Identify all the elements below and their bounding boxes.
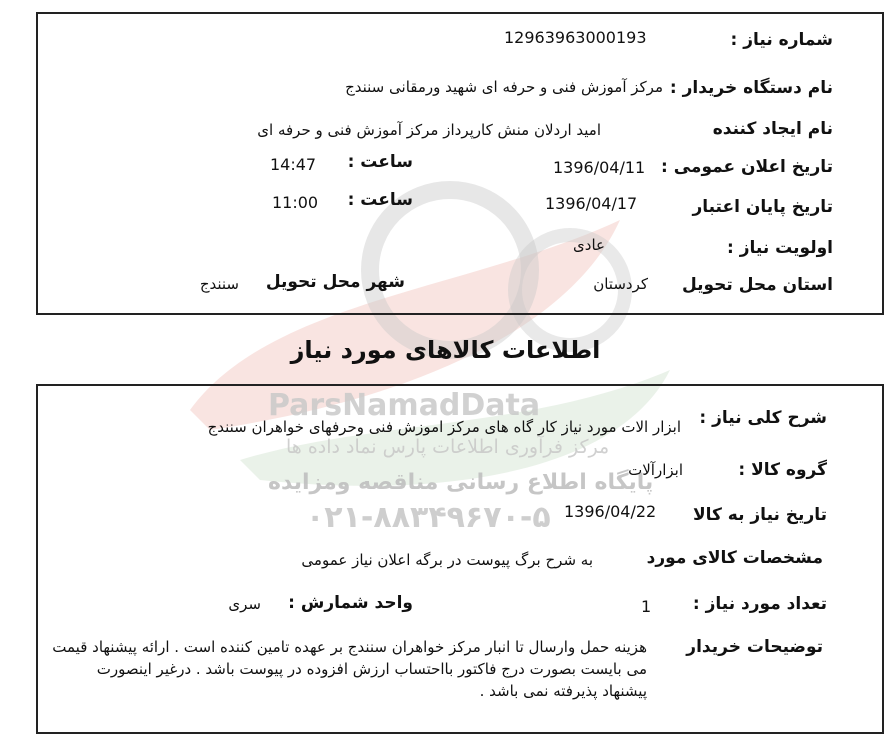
buyer-notes-label: توضیحات خریدار bbox=[686, 637, 823, 657]
watermark-line2: پایگاه اطلاع رسانی مناقصه ومزایده bbox=[268, 470, 654, 495]
announce-date-label: تاریخ اعلان عمومی : bbox=[661, 157, 833, 177]
watermark-brand: ParsNamadData bbox=[268, 388, 541, 423]
summary-label: شرح کلی نیاز : bbox=[699, 408, 827, 428]
summary-value: ابزار الات مورد نیاز کار گاه های مرکز اموزش فنی وحرفهای خواهران سنندج bbox=[207, 418, 681, 436]
announce-time-value: 14:47 bbox=[270, 155, 317, 174]
group-value: ابزارآلات bbox=[628, 461, 683, 479]
qty-label: تعداد مورد نیاز : bbox=[692, 594, 827, 614]
need-number-label: شماره نیاز : bbox=[730, 30, 833, 50]
priority-label: اولویت نیاز : bbox=[727, 238, 833, 258]
group-label: گروه کالا : bbox=[738, 460, 827, 480]
buyer-value: مرکز آموزش فنی و حرفه ای شهید ورمقانی سنندج bbox=[345, 78, 663, 96]
announce-date-value: 1396/04/11 bbox=[553, 158, 646, 177]
buyer-label: نام دستگاه خریدار : bbox=[669, 78, 833, 98]
province-label: استان محل تحویل bbox=[681, 275, 833, 295]
creator-label: نام ایجاد کننده bbox=[712, 119, 833, 139]
expiry-date-label: تاریخ پایان اعتبار bbox=[692, 197, 833, 217]
need-date-value: 1396/04/22 bbox=[564, 502, 657, 521]
unit-value: سری bbox=[228, 595, 261, 613]
section-title: اطلاعات کالاهای مورد نیاز bbox=[290, 336, 601, 364]
creator-value: امید اردلان منش کارپرداز مرکز آموزش فنی و حرفه ای bbox=[257, 121, 601, 139]
watermark-phone: ۰۲۱-۸۸۳۴۹۶۷۰-۵ bbox=[306, 500, 551, 535]
watermark-line1: مرکز فرآوری اطلاعات پارس نماد داده ها bbox=[286, 436, 610, 458]
expiry-time-value: 11:00 bbox=[272, 193, 319, 212]
expiry-time-label: ساعت : bbox=[347, 190, 413, 210]
city-label: شهر محل تحویل bbox=[265, 272, 405, 292]
need-date-label: تاریخ نیاز به کالا bbox=[692, 505, 827, 525]
expiry-date-value: 1396/04/17 bbox=[545, 194, 638, 213]
need-number-value: 12963963000193 bbox=[504, 28, 647, 47]
city-value: سنندج bbox=[199, 275, 239, 293]
specs-value: به شرح برگ پیوست در برگه اعلان نیاز عمومی bbox=[301, 551, 593, 569]
announce-time-label: ساعت : bbox=[347, 152, 413, 172]
unit-label: واحد شمارش : bbox=[288, 593, 413, 613]
priority-value: عادی bbox=[573, 236, 605, 254]
province-value: کردستان bbox=[593, 275, 648, 293]
specs-label: مشخصات کالای مورد bbox=[646, 548, 823, 568]
qty-value: 1 bbox=[641, 597, 652, 616]
buyer-notes-value: هزینه حمل وارسال تا انبار مرکز خواهران سنندج بر عهده تامین کننده است . ارائه پیشنهاد قیمت می بایست بصورت درج فاکتور بااحتساب ارزش افزوده در پیوست باشد . درغیر اینصورت پیشنهاد پذیرفته نمی باشد . bbox=[52, 638, 647, 700]
